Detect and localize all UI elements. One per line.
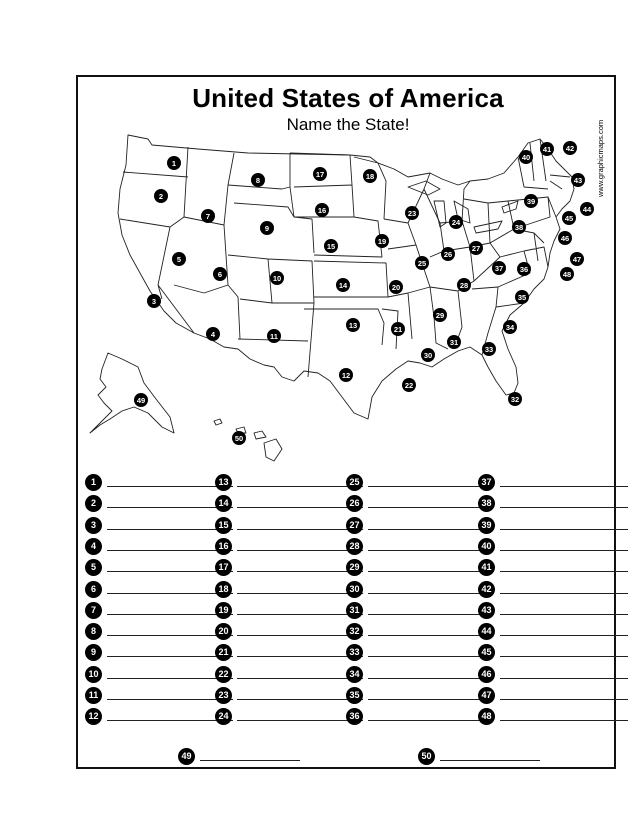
map-number-text: 41 xyxy=(542,144,552,154)
map-number-text: 25 xyxy=(417,258,427,268)
answer-blank[interactable] xyxy=(368,571,492,572)
answer-number-badge: 31 xyxy=(346,602,363,619)
map-number-42 xyxy=(563,141,577,155)
answer-line-33 xyxy=(346,644,494,662)
map-number-text: 6 xyxy=(217,269,223,279)
answer-blank[interactable] xyxy=(237,550,363,551)
answer-line-26 xyxy=(346,495,494,513)
map-number-text: 23 xyxy=(407,208,417,218)
answer-line-17 xyxy=(215,559,365,577)
page-title: United States of America xyxy=(192,83,504,113)
answer-number-badge: 12 xyxy=(85,708,102,725)
map-number-text: 22 xyxy=(404,380,414,390)
map-number-8 xyxy=(251,173,265,187)
map-number-44 xyxy=(580,202,594,216)
map-number-22 xyxy=(402,378,416,392)
answer-line-15 xyxy=(215,517,365,535)
answer-number-badge: 30 xyxy=(346,581,363,598)
answer-line-49 xyxy=(178,748,302,766)
map-number-text: 14 xyxy=(338,280,348,290)
answer-number-badge: 23 xyxy=(215,687,232,704)
answer-number-badge: 8 xyxy=(85,623,102,640)
answer-number-badge: 28 xyxy=(346,538,363,555)
answer-blank[interactable] xyxy=(237,614,363,615)
answer-number-badge: 13 xyxy=(215,474,232,491)
map-number-text: 37 xyxy=(494,263,504,273)
answer-line-39 xyxy=(478,517,630,535)
answer-number-badge: 29 xyxy=(346,559,363,576)
answer-line-35 xyxy=(346,687,494,705)
answer-number-badge: 50 xyxy=(418,748,435,765)
page-subtitle: Name the State! xyxy=(286,115,410,134)
answer-blank[interactable] xyxy=(500,635,628,636)
map-number-text: 15 xyxy=(326,241,336,251)
answer-blank[interactable] xyxy=(237,635,363,636)
answer-number-badge: 21 xyxy=(215,644,232,661)
answer-number-badge: 4 xyxy=(85,538,102,555)
answer-number-badge: 9 xyxy=(85,644,102,661)
answer-number-badge: 20 xyxy=(215,623,232,640)
map-number-13 xyxy=(346,318,360,332)
answer-number-badge: 43 xyxy=(478,602,495,619)
map-number-text: 47 xyxy=(572,254,582,264)
alaska-outline xyxy=(90,353,174,433)
answer-blank[interactable] xyxy=(500,720,628,721)
answer-line-8 xyxy=(85,623,235,641)
map-number-36 xyxy=(517,262,531,276)
answer-line-50 xyxy=(418,748,542,766)
answer-number-badge: 33 xyxy=(346,644,363,661)
map-number-text: 7 xyxy=(205,211,211,221)
answer-blank[interactable] xyxy=(368,720,492,721)
answer-line-48 xyxy=(478,708,630,726)
answer-line-16 xyxy=(215,538,365,556)
answer-blank[interactable] xyxy=(237,529,363,530)
answer-line-47 xyxy=(478,687,630,705)
answer-number-badge: 42 xyxy=(478,581,495,598)
answer-blank[interactable] xyxy=(237,486,363,487)
answer-number-badge: 15 xyxy=(215,517,232,534)
answer-blank[interactable] xyxy=(500,678,628,679)
map-number-50 xyxy=(232,431,246,445)
answer-line-38 xyxy=(478,495,630,513)
map-number-47 xyxy=(570,252,584,266)
map-number-text: 18 xyxy=(365,171,375,181)
answer-line-40 xyxy=(478,538,630,556)
answer-blank[interactable] xyxy=(237,656,363,657)
answer-line-22 xyxy=(215,666,365,684)
answer-line-29 xyxy=(346,559,494,577)
map-number-text: 40 xyxy=(521,152,531,162)
answer-blank[interactable] xyxy=(500,593,628,594)
answer-blank[interactable] xyxy=(500,529,628,530)
answer-blank[interactable] xyxy=(368,507,492,508)
answer-blank[interactable] xyxy=(500,550,628,551)
map-number-3 xyxy=(147,294,161,308)
map-number-text: 26 xyxy=(443,249,453,259)
map-number-text: 19 xyxy=(377,236,387,246)
map-number-text: 8 xyxy=(255,175,261,185)
answer-number-badge: 26 xyxy=(346,495,363,512)
answer-line-43 xyxy=(478,602,630,620)
map-number-48 xyxy=(560,267,574,281)
answer-line-6 xyxy=(85,581,235,599)
answer-blank[interactable] xyxy=(237,720,363,721)
map-number-text: 27 xyxy=(471,243,481,253)
map-number-text: 4 xyxy=(210,329,216,339)
answer-number-badge: 36 xyxy=(346,708,363,725)
map-number-26 xyxy=(441,247,455,261)
answer-blank[interactable] xyxy=(368,486,492,487)
map-number-15 xyxy=(324,239,338,253)
map-number-18 xyxy=(363,169,377,183)
answer-number-badge: 11 xyxy=(85,687,102,704)
answer-number-badge: 25 xyxy=(346,474,363,491)
map-number-16 xyxy=(315,203,329,217)
answer-blank[interactable] xyxy=(237,507,363,508)
map-number-text: 20 xyxy=(391,282,401,292)
answer-blank[interactable] xyxy=(368,550,492,551)
map-number-text: 30 xyxy=(423,350,433,360)
map-number-text: 9 xyxy=(264,223,270,233)
map-number-text: 38 xyxy=(514,222,524,232)
credit-text: www.graphicmaps.com xyxy=(596,119,605,197)
answer-blank[interactable] xyxy=(368,678,492,679)
answer-line-12 xyxy=(85,708,235,726)
answer-number-badge: 7 xyxy=(85,602,102,619)
map-number-21 xyxy=(391,322,405,336)
map-number-12 xyxy=(339,368,353,382)
map-number-9 xyxy=(260,221,274,235)
map-number-text: 28 xyxy=(459,280,469,290)
map-number-38 xyxy=(512,220,526,234)
map-number-34 xyxy=(503,320,517,334)
answer-blank[interactable] xyxy=(500,699,628,700)
map-number-33 xyxy=(482,342,496,356)
answer-line-2 xyxy=(85,495,235,513)
answer-blank[interactable] xyxy=(368,635,492,636)
answer-blank[interactable] xyxy=(237,699,363,700)
answer-blank[interactable] xyxy=(368,656,492,657)
answer-number-badge: 35 xyxy=(346,687,363,704)
answer-number-badge: 1 xyxy=(85,474,102,491)
hawaii-islands xyxy=(214,419,282,461)
map-number-2 xyxy=(154,189,168,203)
answer-number-badge: 49 xyxy=(178,748,195,765)
map-number-35 xyxy=(515,290,529,304)
map-number-text: 48 xyxy=(562,269,572,279)
answer-number-badge: 27 xyxy=(346,517,363,534)
answer-line-11 xyxy=(85,687,235,705)
answer-line-44 xyxy=(478,623,630,641)
answer-line-30 xyxy=(346,581,494,599)
map-number-text: 50 xyxy=(234,433,244,443)
answer-line-1 xyxy=(85,474,235,492)
answer-number-badge: 47 xyxy=(478,687,495,704)
map-number-text: 17 xyxy=(315,169,325,179)
map-number-text: 36 xyxy=(519,264,529,274)
map-number-29 xyxy=(433,308,447,322)
answer-number-badge: 6 xyxy=(85,581,102,598)
map-number-text: 34 xyxy=(505,322,515,332)
answer-number-badge: 41 xyxy=(478,559,495,576)
answer-line-42 xyxy=(478,581,630,599)
map-number-5 xyxy=(172,252,186,266)
answer-number-badge: 2 xyxy=(85,495,102,512)
answer-number-badge: 39 xyxy=(478,517,495,534)
answer-line-25 xyxy=(346,474,494,492)
map-number-11 xyxy=(267,329,281,343)
answer-line-24 xyxy=(215,708,365,726)
answer-blank[interactable] xyxy=(368,593,492,594)
answer-line-18 xyxy=(215,581,365,599)
map-number-6 xyxy=(213,267,227,281)
answer-line-20 xyxy=(215,623,365,641)
answer-number-badge: 38 xyxy=(478,495,495,512)
answer-number-badge: 22 xyxy=(215,666,232,683)
map-number-19 xyxy=(375,234,389,248)
answer-line-5 xyxy=(85,559,235,577)
answer-line-28 xyxy=(346,538,494,556)
answer-number-badge: 46 xyxy=(478,666,495,683)
map-number-text: 24 xyxy=(451,217,461,227)
map-number-text: 39 xyxy=(526,196,536,206)
map-number-text: 45 xyxy=(564,213,574,223)
answer-number-badge: 32 xyxy=(346,623,363,640)
answer-blank[interactable] xyxy=(368,529,492,530)
answer-number-badge: 44 xyxy=(478,623,495,640)
map-number-7 xyxy=(201,209,215,223)
map-number-text: 2 xyxy=(158,191,164,201)
map-number-27 xyxy=(469,241,483,255)
answer-blank[interactable] xyxy=(368,699,492,700)
answer-line-36 xyxy=(346,708,494,726)
map-number-10 xyxy=(270,271,284,285)
answer-line-3 xyxy=(85,517,235,535)
answer-line-7 xyxy=(85,602,235,620)
answer-blank[interactable] xyxy=(500,486,628,487)
answer-blank[interactable] xyxy=(200,760,300,761)
map-number-text: 1 xyxy=(171,158,177,168)
map-number-32 xyxy=(508,392,522,406)
map-number-39 xyxy=(524,194,538,208)
answer-number-badge: 17 xyxy=(215,559,232,576)
map-number-1 xyxy=(167,156,181,170)
map-number-20 xyxy=(389,280,403,294)
map-number-text: 13 xyxy=(348,320,358,330)
answer-line-45 xyxy=(478,644,630,662)
answer-blank[interactable] xyxy=(500,614,628,615)
map-number-37 xyxy=(492,261,506,275)
answer-blank[interactable] xyxy=(500,656,628,657)
map-number-text: 32 xyxy=(510,394,520,404)
answer-line-21 xyxy=(215,644,365,662)
answer-line-31 xyxy=(346,602,494,620)
answer-line-41 xyxy=(478,559,630,577)
map-number-23 xyxy=(405,206,419,220)
answer-number-badge: 34 xyxy=(346,666,363,683)
answer-blank[interactable] xyxy=(237,571,363,572)
map-number-45 xyxy=(562,211,576,225)
map-number-text: 43 xyxy=(573,175,583,185)
map-number-49 xyxy=(134,393,148,407)
answer-line-32 xyxy=(346,623,494,641)
answer-line-27 xyxy=(346,517,494,535)
answer-line-10 xyxy=(85,666,235,684)
answer-blank[interactable] xyxy=(500,571,628,572)
map-number-text: 49 xyxy=(136,395,146,405)
answer-blank[interactable] xyxy=(237,678,363,679)
answer-number-badge: 3 xyxy=(85,517,102,534)
answer-number-badge: 19 xyxy=(215,602,232,619)
us-map xyxy=(78,77,618,471)
map-number-text: 44 xyxy=(582,204,592,214)
answer-line-19 xyxy=(215,602,365,620)
map-number-43 xyxy=(571,173,585,187)
answer-line-4 xyxy=(85,538,235,556)
map-number-text: 12 xyxy=(341,370,351,380)
map-number-text: 31 xyxy=(449,337,459,347)
map-number-text: 21 xyxy=(393,324,403,334)
map-number-text: 33 xyxy=(484,344,494,354)
map-number-text: 10 xyxy=(272,273,282,283)
website-credit xyxy=(596,89,608,199)
state-borders xyxy=(120,139,570,377)
answer-number-badge: 37 xyxy=(478,474,495,491)
map-number-text: 16 xyxy=(317,205,327,215)
answer-line-9 xyxy=(85,644,235,662)
map-number-30 xyxy=(421,348,435,362)
answer-number-badge: 14 xyxy=(215,495,232,512)
answer-number-badge: 45 xyxy=(478,644,495,661)
answer-number-badge: 18 xyxy=(215,581,232,598)
map-number-40 xyxy=(519,150,533,164)
map-number-17 xyxy=(313,167,327,181)
map-number-41 xyxy=(540,142,554,156)
answer-number-badge: 5 xyxy=(85,559,102,576)
map-number-text: 35 xyxy=(517,292,527,302)
map-number-text: 42 xyxy=(565,143,575,153)
answer-number-badge: 10 xyxy=(85,666,102,683)
map-number-text: 11 xyxy=(270,331,278,341)
answer-number-badge: 48 xyxy=(478,708,495,725)
map-number-text: 46 xyxy=(560,233,570,243)
map-number-text: 29 xyxy=(435,310,445,320)
map-number-text: 5 xyxy=(176,254,182,264)
answer-blank[interactable] xyxy=(440,760,540,761)
answer-blank[interactable] xyxy=(237,593,363,594)
map-number-31 xyxy=(447,335,461,349)
answer-number-badge: 16 xyxy=(215,538,232,555)
map-number-28 xyxy=(457,278,471,292)
answer-blank[interactable] xyxy=(500,507,628,508)
answer-blank[interactable] xyxy=(368,614,492,615)
answer-line-34 xyxy=(346,666,494,684)
answer-line-23 xyxy=(215,687,365,705)
answer-line-14 xyxy=(215,495,365,513)
map-number-4 xyxy=(206,327,220,341)
answer-number-badge: 40 xyxy=(478,538,495,555)
worksheet xyxy=(76,75,616,769)
map-number-24 xyxy=(449,215,463,229)
map-number-46 xyxy=(558,231,572,245)
answer-number-badge: 24 xyxy=(215,708,232,725)
answer-line-46 xyxy=(478,666,630,684)
map-number-25 xyxy=(415,256,429,270)
map-number-14 xyxy=(336,278,350,292)
map-number-text: 3 xyxy=(151,296,157,306)
answer-line-37 xyxy=(478,474,630,492)
answer-line-13 xyxy=(215,474,365,492)
